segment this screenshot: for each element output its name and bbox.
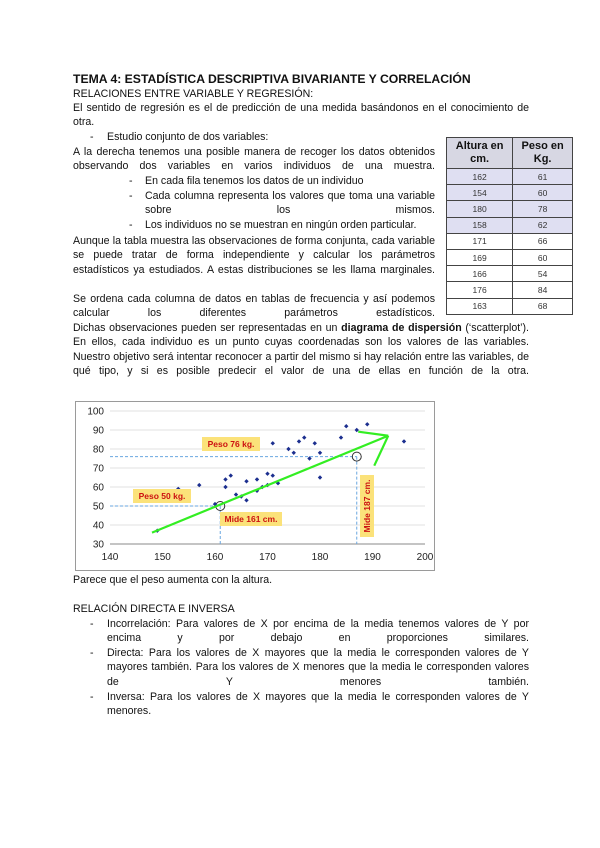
table-row xyxy=(447,298,573,314)
intro-paragraph: A la derecha tenemos una posible manera de recoger los datos obtenidos observando dos variables en varios individuos de una muestra. xyxy=(73,146,435,173)
table-row xyxy=(447,201,573,217)
y-tick-label: 60 xyxy=(92,482,104,494)
y-tick-label: 50 xyxy=(92,501,104,513)
height-cell: 158 xyxy=(447,217,513,233)
frequency-paragraph: Se ordena cada columna de datos en tablas de frecuencia y así podemos calcular los diferentes parámetros estadísticos. xyxy=(73,293,435,320)
table-row xyxy=(447,282,573,298)
height-cell: 176 xyxy=(447,282,513,298)
scatter-term: diagrama de dispersión xyxy=(341,322,462,334)
x-tick-label: 150 xyxy=(154,552,171,563)
weight-cell: 60 xyxy=(513,185,573,201)
height-cell: 166 xyxy=(447,266,513,282)
label-mide-187-text: Mide 187 cm. xyxy=(362,479,372,533)
height-cell: 162 xyxy=(447,169,513,185)
header-weight: Peso en Kg. xyxy=(513,138,573,169)
x-tick-label: 140 xyxy=(101,552,119,563)
sub-bullet-dash: - xyxy=(129,175,133,187)
table-row xyxy=(447,249,573,265)
x-tick-label: 180 xyxy=(311,552,329,563)
page-title: TEMA 4: ESTADÍSTICA DESCRIPTIVA BIVARIANTE Y CORRELACIÓN xyxy=(73,72,471,86)
weight-cell: 61 xyxy=(513,169,573,185)
table-row xyxy=(447,185,573,201)
table-row xyxy=(447,233,573,249)
label-mide-161 xyxy=(220,512,282,526)
sub-bullet-order: Los individuos no se muestran en ningún orden particular. xyxy=(145,219,417,231)
table-row xyxy=(447,169,573,185)
y-tick-label: 100 xyxy=(87,406,104,418)
y-tick-label: 30 xyxy=(92,539,104,551)
chart-caption: Parece que el peso aumenta con la altura. xyxy=(73,574,273,586)
weight-cell: 62 xyxy=(513,217,573,233)
marginal-paragraph: Aunque la tabla muestra las observaciones de forma conjunta, cada variable se puede tratar de forma independiente y calcular los parámetros estadísticos ya estudiados. A estas distribuciones se les llama marginales. xyxy=(73,235,435,276)
item-direct: Directa: Para los valores de X mayores que la media le corresponden valores de Y mayores también. Para los valores de X menores que la media le corresponden valores de Y menores también. xyxy=(107,647,529,688)
sub-bullet-row: En cada fila tenemos los datos de un individuo xyxy=(145,175,364,187)
x-tick-label: 200 xyxy=(416,552,434,563)
height-cell: 180 xyxy=(447,201,513,217)
scatter-chart xyxy=(75,401,435,571)
x-tick-label: 190 xyxy=(364,552,381,563)
chart-frame xyxy=(76,402,435,571)
label-mide-187 xyxy=(360,475,374,537)
regression-paragraph: El sentido de regresión es el de predicción de una medida basándonos en el conocimiento de otra. xyxy=(73,102,529,129)
label-peso-76 xyxy=(202,437,260,451)
label-peso-50-text: Peso 50 kg. xyxy=(138,491,186,501)
y-tick-label: 40 xyxy=(92,520,104,532)
scatter-paragraph: Dichas observaciones pueden ser representadas en un diagrama de dispersión (‘scatterplot’). En ellos, cada individuo es un punto cuyas coordenadas son los valores de las variables. Nuestro objetivo será intentar reconocer a partir del mismo si hay relación entre las variables, de qué tipo, y si es posible predecir el valor de una de ellas en función de la otra. xyxy=(73,322,529,378)
sub-bullet-column: Cada columna representa los valores que toma una variable sobre los mismos. xyxy=(145,190,435,217)
x-tick-label: 160 xyxy=(206,552,224,563)
y-tick-label: 90 xyxy=(92,425,104,437)
item-uncorrelated: Incorrelación: Para valores de X por encima de la media tenemos valores de Y por encima y por debajo en proporciones similares. xyxy=(107,618,529,645)
table-row xyxy=(447,266,573,282)
bullet-dash: - xyxy=(90,691,94,703)
weight-cell: 54 xyxy=(513,266,573,282)
height-cell: 154 xyxy=(447,185,513,201)
weight-cell: 68 xyxy=(513,298,573,314)
weight-cell: 66 xyxy=(513,233,573,249)
data-table xyxy=(446,137,573,315)
x-tick-label: 170 xyxy=(259,552,276,563)
bullet-two-variables: Estudio conjunto de dos variables: xyxy=(107,131,269,143)
section2-heading: RELACIÓN DIRECTA E INVERSA xyxy=(73,603,235,615)
label-peso-50 xyxy=(133,489,191,503)
bullet-dash: - xyxy=(90,647,94,659)
height-cell: 171 xyxy=(447,233,513,249)
sub-bullet-dash: - xyxy=(129,190,133,202)
sub-bullet-dash: - xyxy=(129,219,133,231)
table-row xyxy=(447,217,573,233)
bullet-dash: - xyxy=(90,131,94,143)
label-mide-161-text: Mide 161 cm. xyxy=(224,514,278,524)
weight-cell: 60 xyxy=(513,249,573,265)
bullet-dash: - xyxy=(90,618,94,630)
y-tick-label: 80 xyxy=(92,444,104,456)
weight-cell: 78 xyxy=(513,201,573,217)
header-height: Altura en cm. xyxy=(447,138,513,169)
height-cell: 163 xyxy=(447,298,513,314)
weight-cell: 84 xyxy=(513,282,573,298)
label-peso-76-text: Peso 76 kg. xyxy=(207,439,255,449)
section1-heading: RELACIONES ENTRE VARIABLE Y REGRESIÓN: xyxy=(73,88,314,100)
item-inverse: Inversa: Para los valores de X mayores que la media le corresponden valores de Y menores. xyxy=(107,691,529,718)
height-cell: 169 xyxy=(447,249,513,265)
y-tick-label: 70 xyxy=(92,463,104,475)
